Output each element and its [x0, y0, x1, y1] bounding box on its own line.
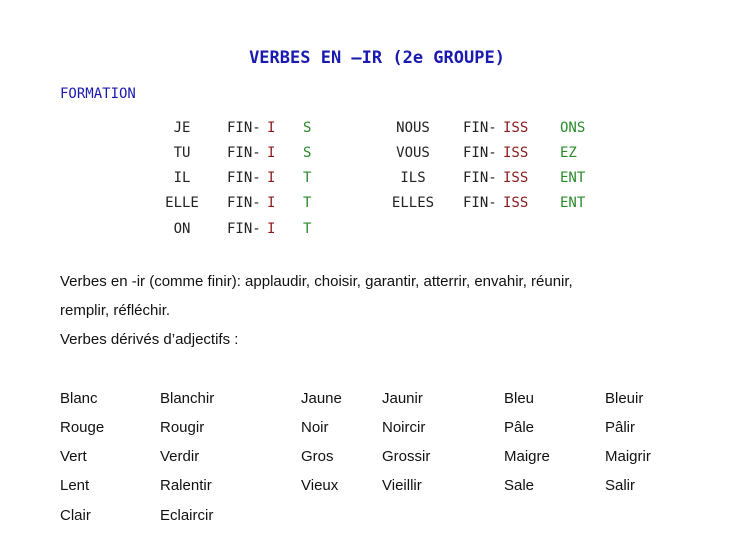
verb-cell: Salir — [605, 477, 636, 494]
adjective-cell: Maigre — [504, 448, 550, 465]
pronoun-plural: ILS — [400, 170, 426, 186]
verb-stem: FIN- — [463, 170, 497, 186]
verb-link-letter: I — [267, 170, 276, 186]
verb-cell: Noircir — [382, 419, 426, 436]
text-line-2: remplir, réfléchir. — [60, 302, 171, 319]
pronoun-singular: IL — [173, 170, 191, 186]
verb-ending: T — [303, 221, 312, 237]
adjective-cell: Sale — [504, 477, 535, 494]
adjective-cell: Pâle — [504, 419, 535, 436]
pronoun-singular: TU — [173, 145, 191, 161]
verb-ending: S — [303, 145, 312, 161]
text-line-1: Verbes en -ir (comme finir): applaudir, choisir, garantir, atterrir, envahir, réunir, — [60, 273, 573, 290]
verb-cell: Bleuir — [605, 390, 644, 407]
verb-stem: FIN- — [463, 120, 497, 136]
verb-ending: T — [303, 195, 312, 211]
verb-ending: S — [303, 120, 312, 136]
adjective-cell: Gros — [301, 448, 334, 465]
verb-stem: FIN- — [227, 221, 261, 237]
verb-cell: Eclaircir — [160, 507, 214, 524]
pronoun-plural: ELLES — [391, 195, 435, 211]
pronoun-singular: ON — [173, 221, 191, 237]
pronoun-singular: ELLE — [165, 195, 199, 211]
adjective-cell: Vieux — [301, 477, 339, 494]
adjective-cell: Jaune — [301, 390, 342, 407]
adjective-cell: Clair — [60, 507, 91, 524]
verb-cell: Maigrir — [605, 448, 651, 465]
verb-stem: FIN- — [227, 195, 261, 211]
verb-link-letters: ISS — [503, 145, 529, 161]
pronoun-plural: NOUS — [396, 120, 430, 136]
verb-ending: ENT — [560, 195, 586, 211]
verb-cell: Jaunir — [382, 390, 423, 407]
adjective-cell: Blanc — [60, 390, 98, 407]
verb-link-letter: I — [267, 120, 276, 136]
verb-cell: Pâlir — [605, 419, 636, 436]
verb-ending: ONS — [560, 120, 586, 136]
verb-ending: T — [303, 170, 312, 186]
verb-stem: FIN- — [227, 170, 261, 186]
verb-link-letter: I — [267, 221, 276, 237]
pronoun-singular: JE — [173, 120, 191, 136]
verb-cell: Verdir — [160, 448, 200, 465]
verb-stem: FIN- — [463, 145, 497, 161]
section-label-formation: FORMATION — [60, 86, 136, 102]
verb-link-letters: ISS — [503, 170, 529, 186]
verb-cell: Grossir — [382, 448, 431, 465]
verb-stem: FIN- — [227, 145, 261, 161]
verb-link-letter: I — [267, 195, 276, 211]
verb-cell: Vieillir — [382, 477, 422, 494]
verb-link-letters: ISS — [503, 195, 529, 211]
text-line-3: Verbes dérivés d’adjectifs : — [60, 331, 239, 348]
verb-ending: EZ — [560, 145, 577, 161]
verb-cell: Rougir — [160, 419, 205, 436]
adjective-cell: Lent — [60, 477, 90, 494]
verb-link-letters: ISS — [503, 120, 529, 136]
pronoun-plural: VOUS — [396, 145, 430, 161]
verb-cell: Ralentir — [160, 477, 212, 494]
verb-stem: FIN- — [463, 195, 497, 211]
adjective-cell: Noir — [301, 419, 329, 436]
verb-stem: FIN- — [227, 120, 261, 136]
page-title: VERBES EN –IR (2e GROUPE) — [249, 48, 505, 68]
adjective-cell: Rouge — [60, 419, 105, 436]
adjective-cell: Vert — [60, 448, 87, 465]
verb-cell: Blanchir — [160, 390, 215, 407]
verb-link-letter: I — [267, 145, 276, 161]
adjective-cell: Bleu — [504, 390, 535, 407]
verb-ending: ENT — [560, 170, 586, 186]
